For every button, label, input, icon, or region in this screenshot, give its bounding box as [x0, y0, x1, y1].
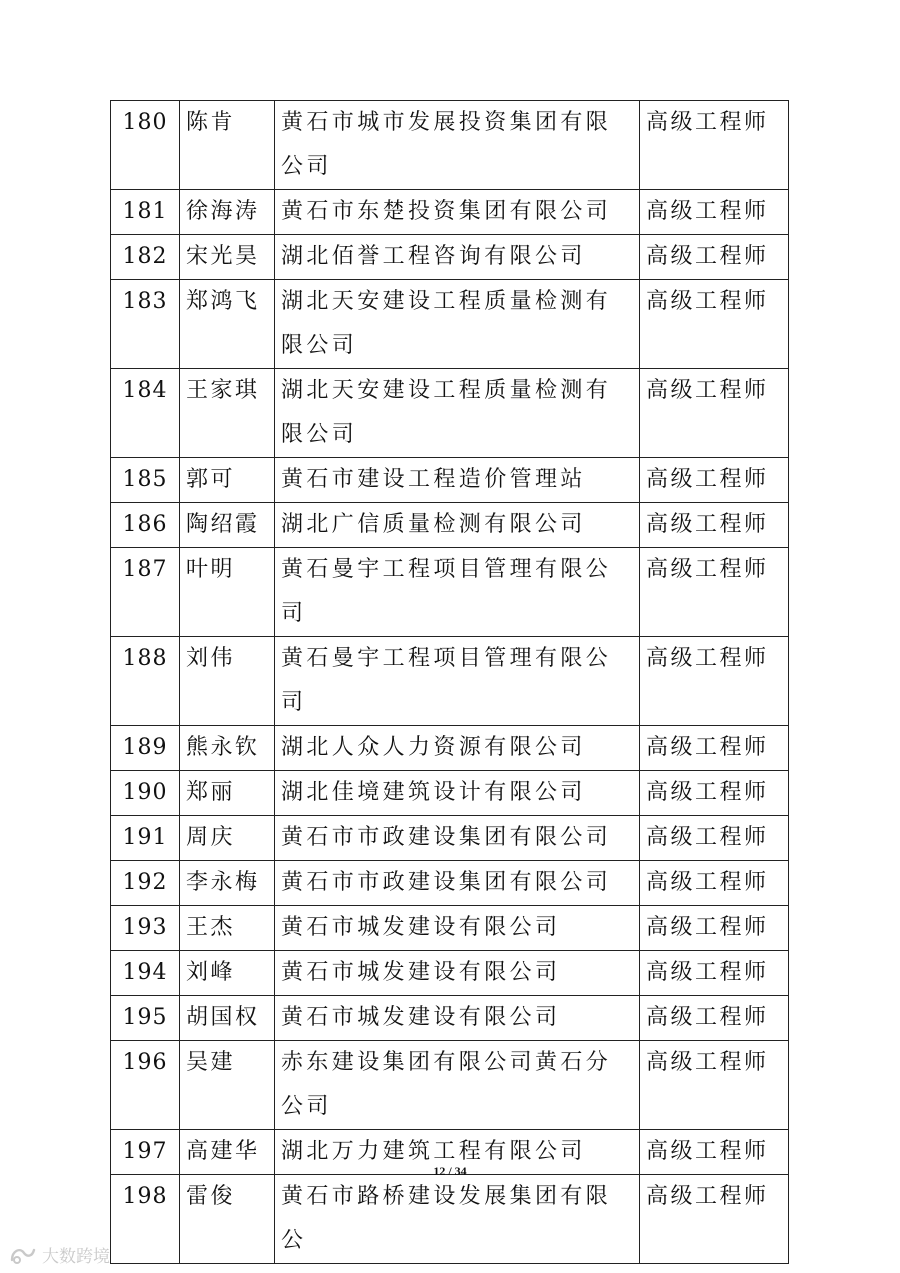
- company-name: 湖北广信质量检测有限公司: [275, 503, 640, 548]
- person-name: 王杰: [180, 906, 275, 951]
- table-row: [111, 369, 789, 458]
- row-number: 183: [111, 280, 180, 369]
- table-row: [111, 861, 789, 906]
- job-title: 高级工程师: [640, 369, 789, 458]
- row-number: 189: [111, 726, 180, 771]
- person-name: 叶明: [180, 548, 275, 637]
- company-name: 湖北佰誉工程咨询有限公司: [275, 235, 640, 280]
- row-number: 184: [111, 369, 180, 458]
- company-name: 黄石市建设工程造价管理站: [275, 458, 640, 503]
- table-row: [111, 280, 789, 369]
- job-title: 高级工程师: [640, 280, 789, 369]
- row-number: 193: [111, 906, 180, 951]
- company-name: 湖北佳境建筑设计有限公司: [275, 771, 640, 816]
- row-number: 180: [111, 101, 180, 190]
- company-name: 黄石市市政建设集团有限公司: [275, 816, 640, 861]
- company-name: 湖北天安建设工程质量检测有限公司: [275, 280, 640, 369]
- table-row: [111, 458, 789, 503]
- company-name: 黄石市城发建设有限公司: [275, 996, 640, 1041]
- row-number: 181: [111, 190, 180, 235]
- job-title: 高级工程师: [640, 190, 789, 235]
- row-number: 188: [111, 637, 180, 726]
- person-name: 宋光昊: [180, 235, 275, 280]
- table-row: [111, 235, 789, 280]
- job-title: 高级工程师: [640, 101, 789, 190]
- company-name: 黄石曼宇工程项目管理有限公司: [275, 637, 640, 726]
- company-name: 赤东建设集团有限公司黄石分公司: [275, 1041, 640, 1130]
- row-number: 197: [111, 1130, 180, 1175]
- job-title: 高级工程师: [640, 861, 789, 906]
- company-name: 黄石市城发建设有限公司: [275, 951, 640, 996]
- person-name: 刘伟: [180, 637, 275, 726]
- job-title: 高级工程师: [640, 996, 789, 1041]
- job-title: 高级工程师: [640, 1041, 789, 1130]
- job-title: 高级工程师: [640, 771, 789, 816]
- row-number: 186: [111, 503, 180, 548]
- row-number: 191: [111, 816, 180, 861]
- company-name: 黄石市城发建设有限公司: [275, 906, 640, 951]
- table-row: [111, 101, 789, 190]
- person-name: 李永梅: [180, 861, 275, 906]
- person-name: 郑鸿飞: [180, 280, 275, 369]
- person-name: 雷俊: [180, 1175, 275, 1264]
- row-number: 187: [111, 548, 180, 637]
- company-name: 黄石市东楚投资集团有限公司: [275, 190, 640, 235]
- table-row: [111, 190, 789, 235]
- job-title: 高级工程师: [640, 951, 789, 996]
- table-row: [111, 951, 789, 996]
- job-title: 高级工程师: [640, 816, 789, 861]
- row-number: 196: [111, 1041, 180, 1130]
- job-title: 高级工程师: [640, 637, 789, 726]
- row-number: 194: [111, 951, 180, 996]
- table-row: [111, 1175, 789, 1264]
- table-row: [111, 996, 789, 1041]
- person-name: 徐海涛: [180, 190, 275, 235]
- table-row: [111, 771, 789, 816]
- person-name: 王家琪: [180, 369, 275, 458]
- person-name: 高建华: [180, 1130, 275, 1175]
- brand-logo-icon: [8, 1244, 38, 1266]
- job-title: 高级工程师: [640, 906, 789, 951]
- job-title: 高级工程师: [640, 1130, 789, 1175]
- company-name: 黄石市市政建设集团有限公司: [275, 861, 640, 906]
- company-name: 黄石市路桥建设发展集团有限公: [275, 1175, 640, 1264]
- person-name: 胡国权: [180, 996, 275, 1041]
- records-table: [110, 100, 789, 1264]
- job-title: 高级工程师: [640, 726, 789, 771]
- person-name: 刘峰: [180, 951, 275, 996]
- company-name: 黄石市城市发展投资集团有限公司: [275, 101, 640, 190]
- person-name: 陈肯: [180, 101, 275, 190]
- job-title: 高级工程师: [640, 1175, 789, 1264]
- job-title: 高级工程师: [640, 235, 789, 280]
- company-name: 湖北天安建设工程质量检测有限公司: [275, 369, 640, 458]
- person-name: 郑丽: [180, 771, 275, 816]
- job-title: 高级工程师: [640, 458, 789, 503]
- table-row: [111, 1041, 789, 1130]
- row-number: 192: [111, 861, 180, 906]
- person-name: 郭可: [180, 458, 275, 503]
- watermark-text: 大数跨境: [42, 1247, 110, 1267]
- row-number: 185: [111, 458, 180, 503]
- table-row: [111, 548, 789, 637]
- row-number: 198: [111, 1175, 180, 1264]
- company-name: 黄石曼宇工程项目管理有限公司: [275, 548, 640, 637]
- person-name: 周庆: [180, 816, 275, 861]
- company-name: 湖北人众人力资源有限公司: [275, 726, 640, 771]
- page-number: 12 / 34: [433, 1164, 467, 1178]
- table-row: [111, 816, 789, 861]
- row-number: 182: [111, 235, 180, 280]
- person-name: 陶绍霞: [180, 503, 275, 548]
- job-title: 高级工程师: [640, 548, 789, 637]
- table-row: [111, 503, 789, 548]
- table-row: [111, 726, 789, 771]
- job-title: 高级工程师: [640, 503, 789, 548]
- person-name: 吴建: [180, 1041, 275, 1130]
- watermark: [8, 1242, 110, 1267]
- row-number: 190: [111, 771, 180, 816]
- records-body: [111, 101, 789, 1264]
- table-row: [111, 906, 789, 951]
- row-number: 195: [111, 996, 180, 1041]
- person-name: 熊永钦: [180, 726, 275, 771]
- table-row: [111, 637, 789, 726]
- company-name: 湖北万力建筑工程有限公司: [275, 1130, 640, 1175]
